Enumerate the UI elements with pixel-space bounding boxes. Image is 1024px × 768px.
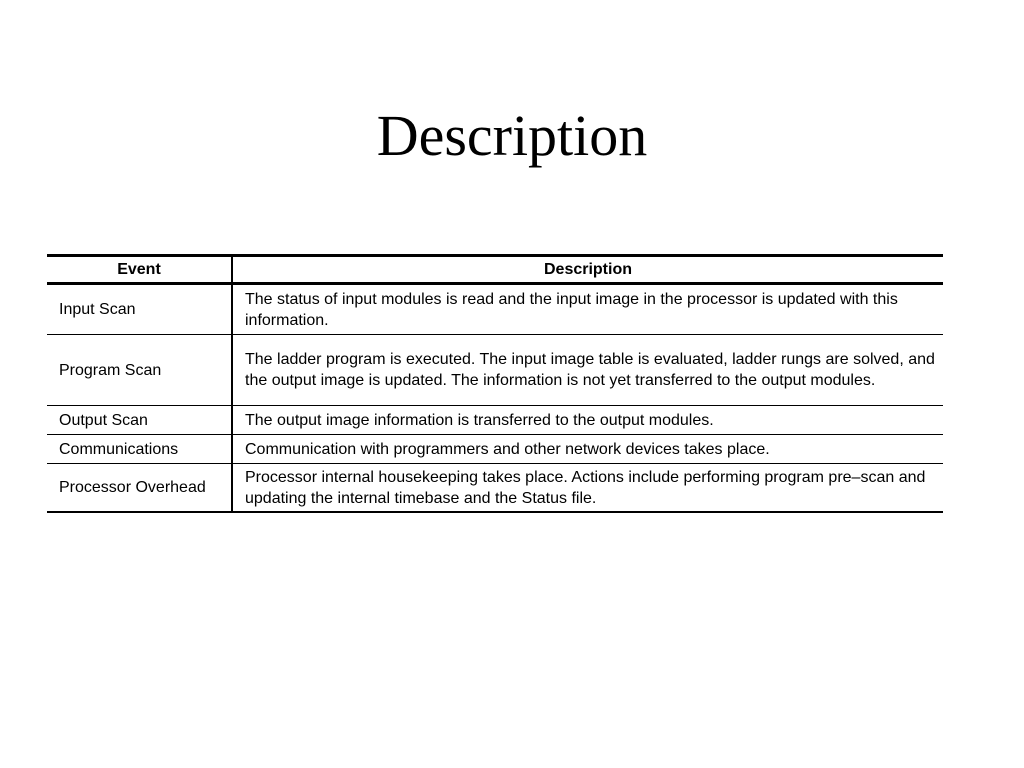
header-description: Description <box>232 256 943 284</box>
event-cell: Processor Overhead <box>47 464 232 513</box>
description-cell: Processor internal housekeeping takes place. Actions include performing program pre–scan and updating the internal timebase and the Status file. <box>245 468 926 507</box>
table-row <box>47 464 943 513</box>
table-row <box>47 335 943 406</box>
scan-events-table <box>47 254 943 513</box>
event-cell: Program Scan <box>47 335 232 406</box>
table-row <box>47 406 943 435</box>
table-row <box>47 435 943 464</box>
description-cell: The output image information is transferred to the output modules. <box>232 406 943 435</box>
event-cell: Communications <box>47 435 232 464</box>
slide-title: Description <box>376 103 648 168</box>
description-cell: The status of input modules is read and the input image in the processor is updated with this information. <box>232 284 943 335</box>
header-event: Event <box>47 256 232 284</box>
table-row <box>47 284 943 335</box>
description-cell: Communication with programmers and other network devices takes place. <box>232 435 943 464</box>
table-header-row <box>47 256 943 284</box>
description-cell: The ladder program is executed. The input image table is evaluated, ladder rungs are solved, and the output image is updated. The information is not yet transferred to the output modules. <box>232 335 943 406</box>
event-cell: Output Scan <box>47 406 232 435</box>
event-cell: Input Scan <box>47 284 232 335</box>
